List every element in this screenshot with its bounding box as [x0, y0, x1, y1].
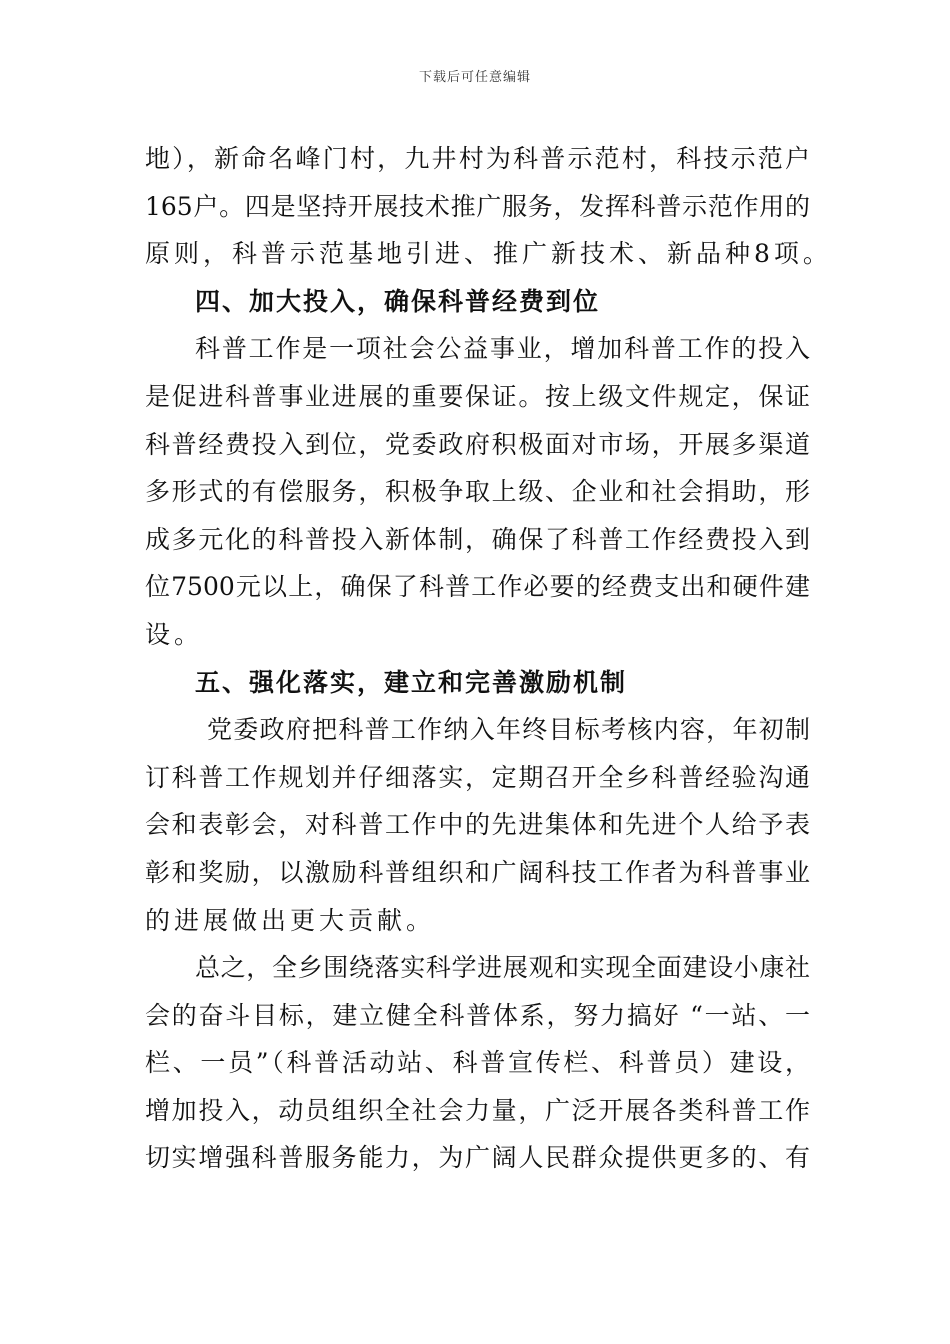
paragraph-line: 科普经费投入到位，党委政府积极面对市场，开展多渠道 [145, 429, 810, 459]
paragraph-line: 地），新命名峰门村，九井村为科普示范村，科技示范户 [145, 144, 810, 173]
paragraph-line: 订科普工作规划并仔细落实，定期召开全乡科普经验沟通 [145, 762, 810, 792]
paragraph-line: 位7500元以上，确保了科普工作必要的经费支出和硬件建 [145, 572, 810, 602]
paragraph-line: 165户。四是坚持开展技术推广服务，发挥科普示范作用的 [145, 191, 810, 221]
paragraph-line: 增加投入，动员组织全社会力量，广泛开展各类科普工作 [145, 1095, 810, 1125]
paragraph-line: 成多元化的科普投入新体制，确保了科普工作经费投入到 [145, 524, 810, 554]
section-heading-4: 四、加大投入，确保科普经费到位 [195, 286, 601, 316]
paragraph-line: 科普工作是一项社会公益事业，增加科普工作的投入 [195, 334, 810, 364]
paragraph-line: 设。 [145, 619, 204, 649]
paragraph-line: 会的奋斗目标，建立健全科普体系，努力搞好 “一站、一 [145, 1000, 810, 1030]
paragraph-line: 彰和奖励，以激励科普组织和广阔科技工作者为科普事业 [145, 857, 810, 887]
paragraph-line: 多形式的有偿服务，积极争取上级、企业和社会捐助，形 [145, 477, 810, 507]
header-note: 下载后可任意编辑 [418, 70, 531, 85]
paragraph-line: 总之，全乡围绕落实科学进展观和实现全面建设小康社 [195, 953, 810, 983]
paragraph-line: 原则，科普示范基地引进、推广新技术、新品种8项。 [145, 239, 832, 269]
section-heading-5: 五、强化落实，建立和完善激励机制 [195, 667, 628, 697]
paragraph-line: 栏、一员”（科普活动站、科普宣传栏、科普员）建设， [145, 1048, 810, 1078]
paragraph-line: 会和表彰会，对科普工作中的先进集体和先进个人给予表 [145, 810, 810, 840]
paragraph-line: 切实增强科普服务能力，为广阔人民群众提供更多的、有 [145, 1143, 810, 1173]
document-body [145, 135, 832, 1182]
paragraph-line: 是促进科普事业进展的重要保证。按上级文件规定，保证 [145, 381, 810, 411]
paragraph-line: 党委政府把科普工作纳入年终目标考核内容，年初制 [207, 715, 810, 745]
paragraph-line: 的进展做出更大贡献。 [145, 905, 436, 935]
